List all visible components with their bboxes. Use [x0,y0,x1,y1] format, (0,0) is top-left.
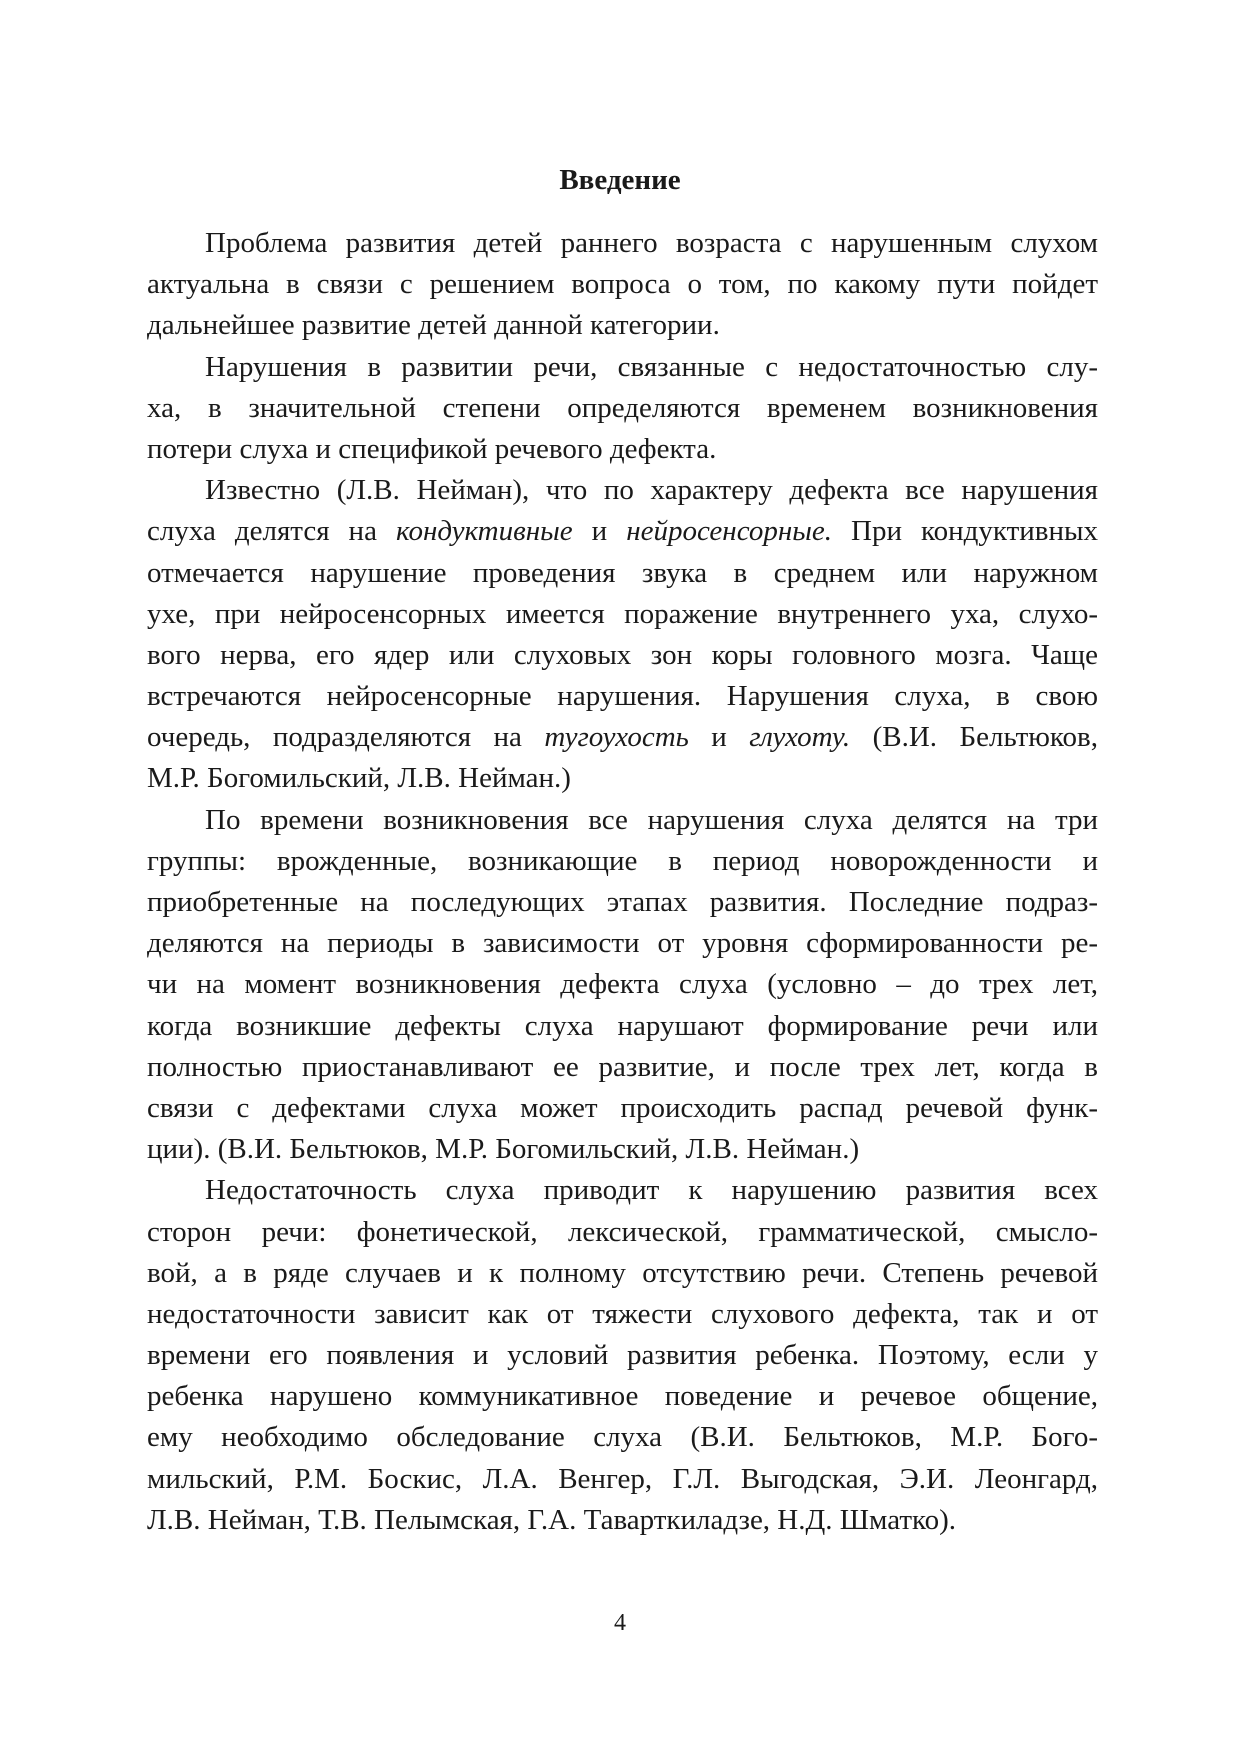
text-segment: полностью приостанавливают ее развитие, и после трех лет, когда в [147,1050,1098,1083]
text-segment: вого нерва, его ядер или слуховых зон коры головного мозга. Чаще [147,638,1098,671]
italic-term: тугоухость [544,721,689,754]
paragraph [147,223,1098,347]
text-line [147,305,1098,346]
text-segment: По времени возникновения все нарушения слуха делятся на три [205,803,1098,836]
text-line [147,223,1098,264]
text-line [147,1459,1098,1500]
text-line [147,1006,1098,1047]
text-segment: (В.И. Бельтюков, [850,721,1098,754]
text-segment: времени его появления и условий развития ребенка. Поэтому, если у [147,1339,1098,1372]
text-segment: деляются на периоды в зависимости от уровня сформированности ре- [147,927,1098,960]
text-segment: связи с дефектами слуха может происходить распад речевой функ- [147,1091,1098,1124]
text-line [147,1170,1098,1211]
text-line [147,882,1098,923]
text-segment: Нарушения в развитии речи, связанные с недостаточностью слу- [205,350,1098,383]
text-segment: приобретенные на последующих этапах развития. Последние подраз- [147,886,1098,918]
text-line [147,635,1098,676]
text-line [147,717,1098,758]
text-segment: ему необходимо обследование слуха (В.И. Бельтюков, М.Р. Бого- [147,1421,1098,1454]
text-segment: слуха делятся на [147,515,396,548]
italic-term: нейросенсорные. [626,515,832,548]
page-title: Введение [559,164,681,196]
page-number: 4 [614,1610,626,1636]
text-segment: актуальна в связи с решением вопроса о том, по какому пути пойдет [147,268,1098,301]
text-segment: и [688,721,750,754]
paragraph [147,800,1098,1171]
text-segment: Недостаточность слуха приводит к нарушению развития всех [205,1174,1098,1207]
text-line [147,511,1098,552]
italic-term: глухоту. [749,721,851,754]
text-line [147,1294,1098,1335]
text-segment: когда возникшие дефекты слуха нарушают формирование речи или [147,1009,1098,1042]
text-segment: Проблема развития детей раннего возраста с нарушенным слухом [205,227,1098,259]
text-segment: ха, в значительной степени определяются временем возникновения [147,391,1098,424]
text-segment: ухе, при нейросенсорных имеется поражение внутреннего уха, слухо- [147,597,1098,630]
text-segment: отмечается нарушение проведения звука в среднем или наружном [147,556,1098,589]
text-segment: ребенка нарушено коммуникативное поведение и речевое общение, [147,1380,1098,1413]
text-segment: очередь, подразделяются на [147,721,545,754]
text-segment: чи на момент возникновения дефекта слуха (условно – до трех лет, [147,968,1098,1001]
text-line [147,1417,1098,1458]
text-segment: и [572,515,627,548]
paragraph [147,1170,1098,1541]
text-segment: При кондуктивных [832,515,1098,548]
text-segment: встречаются нейросенсорные нарушения. Нарушения слуха, в свою [147,680,1098,713]
text-line [147,1129,1098,1170]
text-line [147,1047,1098,1088]
italic-term: кондуктивные [395,515,573,548]
text-line [147,841,1098,882]
text-line [147,347,1098,388]
text-line [147,1212,1098,1253]
text-segment: дальнейшее развитие детей данной категории. [147,309,720,342]
text-segment: недостаточности зависит как от тяжести слухового дефекта, так и от [147,1297,1098,1330]
text-line [147,923,1098,964]
text-segment: М.Р. Богомильский, Л.В. Нейман.) [147,762,571,795]
text-line [147,553,1098,594]
text-line [147,470,1098,511]
text-segment: группы: врожденные, возникающие в период новорожденности и [147,844,1098,877]
text-line [147,964,1098,1005]
text-segment: вой, а в ряде случаев и к полному отсутствию речи. Степень речевой [147,1256,1098,1289]
text-segment: Л.В. Нейман, Т.В. Пелымская, Г.А. Таварткиладзе, Н.Д. Шматко). [147,1503,957,1536]
text-line [147,264,1098,305]
text-segment: потери слуха и спецификой речевого дефекта. [147,432,717,465]
body-text [147,223,1098,1541]
text-line [147,594,1098,635]
text-line [147,800,1098,841]
text-line [147,1500,1098,1541]
paragraph [147,347,1098,471]
paragraph [147,470,1098,800]
text-line [147,1088,1098,1129]
text-line [147,388,1098,429]
text-segment: мильский, Р.М. Боскис, Л.А. Венгер, Г.Л. Выгодская, Э.И. Леонгард, [147,1462,1098,1495]
text-line [147,1253,1098,1294]
text-line [147,1376,1098,1417]
text-segment: Известно (Л.В. Нейман), что по характеру дефекта все нарушения [205,474,1098,507]
text-segment: ции). (В.И. Бельтюков, М.Р. Богомильский, Л.В. Нейман.) [147,1133,860,1166]
text-line [147,429,1098,470]
text-line [147,676,1098,717]
text-line [147,758,1098,799]
text-line [147,1335,1098,1376]
text-segment: сторон речи: фонетической, лексической, грамматической, смысло- [147,1215,1098,1248]
